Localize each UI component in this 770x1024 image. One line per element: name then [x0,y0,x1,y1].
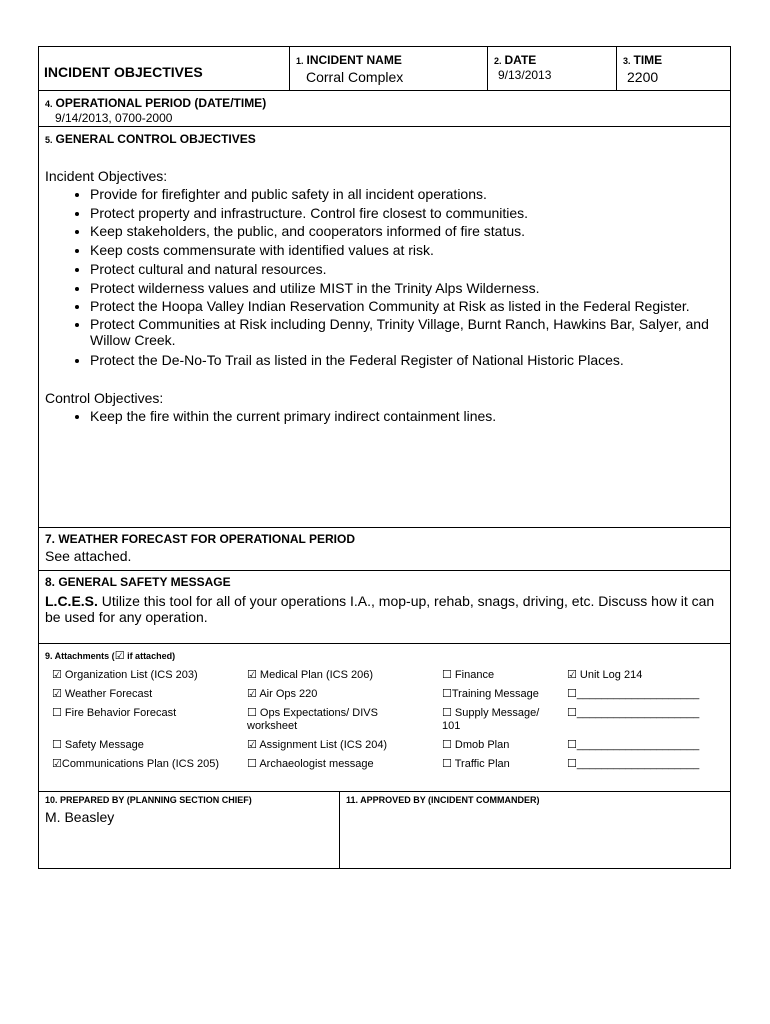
attachment-label: Weather Forecast [61,688,153,700]
checkbox-icon[interactable]: ☐ [442,687,452,700]
attachment-label: Ops Expectations/ DIVS worksheet [247,707,378,732]
checkbox-icon[interactable]: ☐ [247,757,257,770]
attachment-dmob-plan[interactable] [442,738,509,752]
list-item: • Provide for firefighter and public safety in all incident operations. [90,185,724,204]
attachment-blank-line[interactable]: ____________________ [576,758,700,770]
time-cell [617,47,730,90]
checkbox-icon[interactable]: ☐ [247,706,257,719]
attachment-ops-expectations[interactable] [247,706,407,733]
checkbox-icon[interactable]: ☐ [442,706,452,719]
checkbox-icon[interactable]: ☑ [52,668,62,681]
operational-period-cell [39,91,730,126]
attachment-blank[interactable] [567,738,699,752]
time-num: 3. [623,56,631,66]
date-num: 2. [494,56,502,66]
checkbox-icon[interactable]: ☐ [567,706,577,719]
attachment-label: Fire Behavior Forecast [61,707,177,719]
general-control-label: GENERAL CONTROL OBJECTIVES [55,132,256,146]
operational-period-label: OPERATIONAL PERIOD (DATE/TIME) [55,96,267,110]
attachment-medical-plan[interactable] [247,668,373,682]
time-label-wrap [623,51,662,69]
checkbox-icon[interactable]: ☑ [567,668,577,681]
list-item: • Protect the Hoopa Valley Indian Reservation Community at Risk as listed in the Federal Register. [90,297,724,316]
checkbox-icon[interactable]: ☑ [52,757,62,770]
attachment-air-ops[interactable] [247,687,317,701]
checkbox-icon[interactable]: ☐ [52,706,62,719]
attachment-blank[interactable] [567,687,699,701]
incident-objectives-heading: Incident Objectives: [45,168,168,184]
attachment-supply-message[interactable] [442,706,557,733]
time-value[interactable]: 2200 [627,69,659,85]
safety-label: 8. GENERAL SAFETY MESSAGE [45,575,231,589]
attachment-assignment-list[interactable] [247,738,387,752]
attachment-training-message[interactable] [442,687,539,701]
prepared-by-label: 10. PREPARED BY (PLANNING SECTION CHIEF) [45,795,252,805]
date-value[interactable]: 9/13/2013 [498,68,552,82]
attachments-cell [39,644,730,791]
approved-by-label: 11. APPROVED BY (INCIDENT COMMANDER) [346,795,540,805]
attachment-weather-forecast[interactable] [52,687,152,701]
general-control-row [39,127,730,528]
attachment-blank[interactable] [567,757,699,771]
attachments-label-post: if attached) [124,651,176,661]
attachment-fire-behavior[interactable] [52,706,176,720]
checkbox-icon[interactable]: ☑ [247,668,257,681]
incident-objectives-form [38,46,731,869]
attachment-label: Communications Plan (ICS 205) [61,758,219,770]
date-label: DATE [504,53,537,67]
attachment-blank-line[interactable]: ____________________ [576,688,700,700]
attachment-label: Safety Message [61,739,144,751]
attachment-label: Finance [451,669,495,681]
safety-message[interactable] [45,593,724,625]
weather-cell [39,528,730,570]
form-title: INCIDENT OBJECTIVES [44,64,203,80]
list-item: • Keep the fire within the current primary indirect containment lines. [90,407,724,426]
safety-text: Utilize this tool for all of your operations I.A., mop-up, rehab, snags, driving, etc. Discuss how it can be used for any operation. [45,593,715,625]
list-item: • Keep stakeholders, the public, and cooperators informed of fire status. [90,222,724,241]
list-item: • Protect the De-No-To Trail as listed in the Federal Register of National Historic Places. [90,351,724,370]
list-item: • Protect cultural and natural resources. [90,260,724,279]
attachment-label: Traffic Plan [451,758,510,770]
safety-cell [39,571,730,643]
general-control-cell [39,127,730,527]
attachment-archaeologist-message[interactable] [247,757,374,771]
checkbox-icon[interactable]: ☐ [442,668,452,681]
attachment-blank[interactable] [567,706,699,720]
control-objectives-heading: Control Objectives: [45,389,164,406]
weather-label: 7. WEATHER FORECAST FOR OPERATIONAL PERIOD [45,532,356,546]
attachment-finance[interactable] [442,668,494,682]
general-control-label-wrap [45,130,724,148]
general-control-num: 5. [45,135,53,145]
header-row [39,47,730,91]
time-label: TIME [633,53,663,67]
attachment-label: Unit Log 214 [576,669,643,681]
attachment-label: Organization List (ICS 203) [61,669,198,681]
attachment-label: Assignment List (ICS 204) [256,739,388,751]
incident-name-label: INCIDENT NAME [306,53,402,67]
checkbox-icon[interactable]: ☐ [442,757,452,770]
attachment-label: Training Message [451,688,539,700]
attachment-label: Medical Plan (ICS 206) [256,669,374,681]
date-cell [488,47,617,90]
incident-objectives-list [45,185,724,370]
weather-row [39,528,730,571]
attachment-blank-line[interactable]: ____________________ [576,707,700,719]
attachment-traffic-plan[interactable] [442,757,510,771]
control-objectives-list [45,407,724,426]
attachment-label: Dmob Plan [451,739,510,751]
checkbox-icon[interactable]: ☑ [247,687,257,700]
operational-period-value[interactable]: 9/14/2013, 0700-2000 [55,111,173,125]
checkbox-icon[interactable]: ☐ [567,738,577,751]
safety-row [39,571,730,644]
checkbox-icon[interactable]: ☐ [567,687,577,700]
attachment-safety-message[interactable] [52,738,144,752]
attachments-check-icon: ☑ [114,649,125,662]
attachment-label: Supply Message/ 101 [442,707,540,732]
signature-row [39,792,730,868]
attachments-label [45,649,175,662]
date-label-wrap [494,51,536,69]
checkbox-icon[interactable]: ☐ [567,757,577,770]
incident-name-label-wrap [296,51,402,69]
attachment-blank-line[interactable]: ____________________ [576,739,700,751]
attachments-label-pre: 9. Attachments ( [45,651,115,661]
weather-value[interactable]: See attached. [45,548,132,564]
attachment-label: Archaeologist message [256,758,374,770]
attachment-communications-plan[interactable] [52,757,219,771]
list-item: • Protect property and infrastructure. Control fire closest to communities. [90,204,724,223]
list-item: • Protect wilderness values and utilize MIST in the Trinity Alps Wilderness. [90,279,724,298]
operational-period-num: 4. [45,99,53,109]
attachment-organization-list[interactable] [52,668,198,682]
incident-name-value[interactable]: Corral Complex [306,69,404,85]
incident-name-num: 1. [296,56,304,66]
safety-lces: L.C.E.S. [45,593,98,609]
prepared-by-value[interactable]: M. Beasley [45,809,115,825]
list-item: • Keep costs commensurate with identified values at risk. [90,241,724,260]
prepared-by-cell [39,792,340,868]
checkbox-icon[interactable]: ☑ [247,738,257,751]
form-title-cell [39,47,290,90]
operational-period-row [39,91,730,127]
attachment-label: Air Ops 220 [256,688,318,700]
checkbox-icon[interactable]: ☐ [442,738,452,751]
operational-period-label-wrap [45,94,266,112]
incident-name-cell [290,47,488,90]
list-item: • Protect Communities at Risk including Denny, Trinity Village, Burnt Ranch, Hawkins Bar, Salyer, and Willow Creek. [90,316,724,351]
approved-by-cell [340,792,730,868]
checkbox-icon[interactable]: ☑ [52,687,62,700]
attachment-unit-log[interactable] [567,668,642,682]
attachments-row [39,644,730,792]
checkbox-icon[interactable]: ☐ [52,738,62,751]
